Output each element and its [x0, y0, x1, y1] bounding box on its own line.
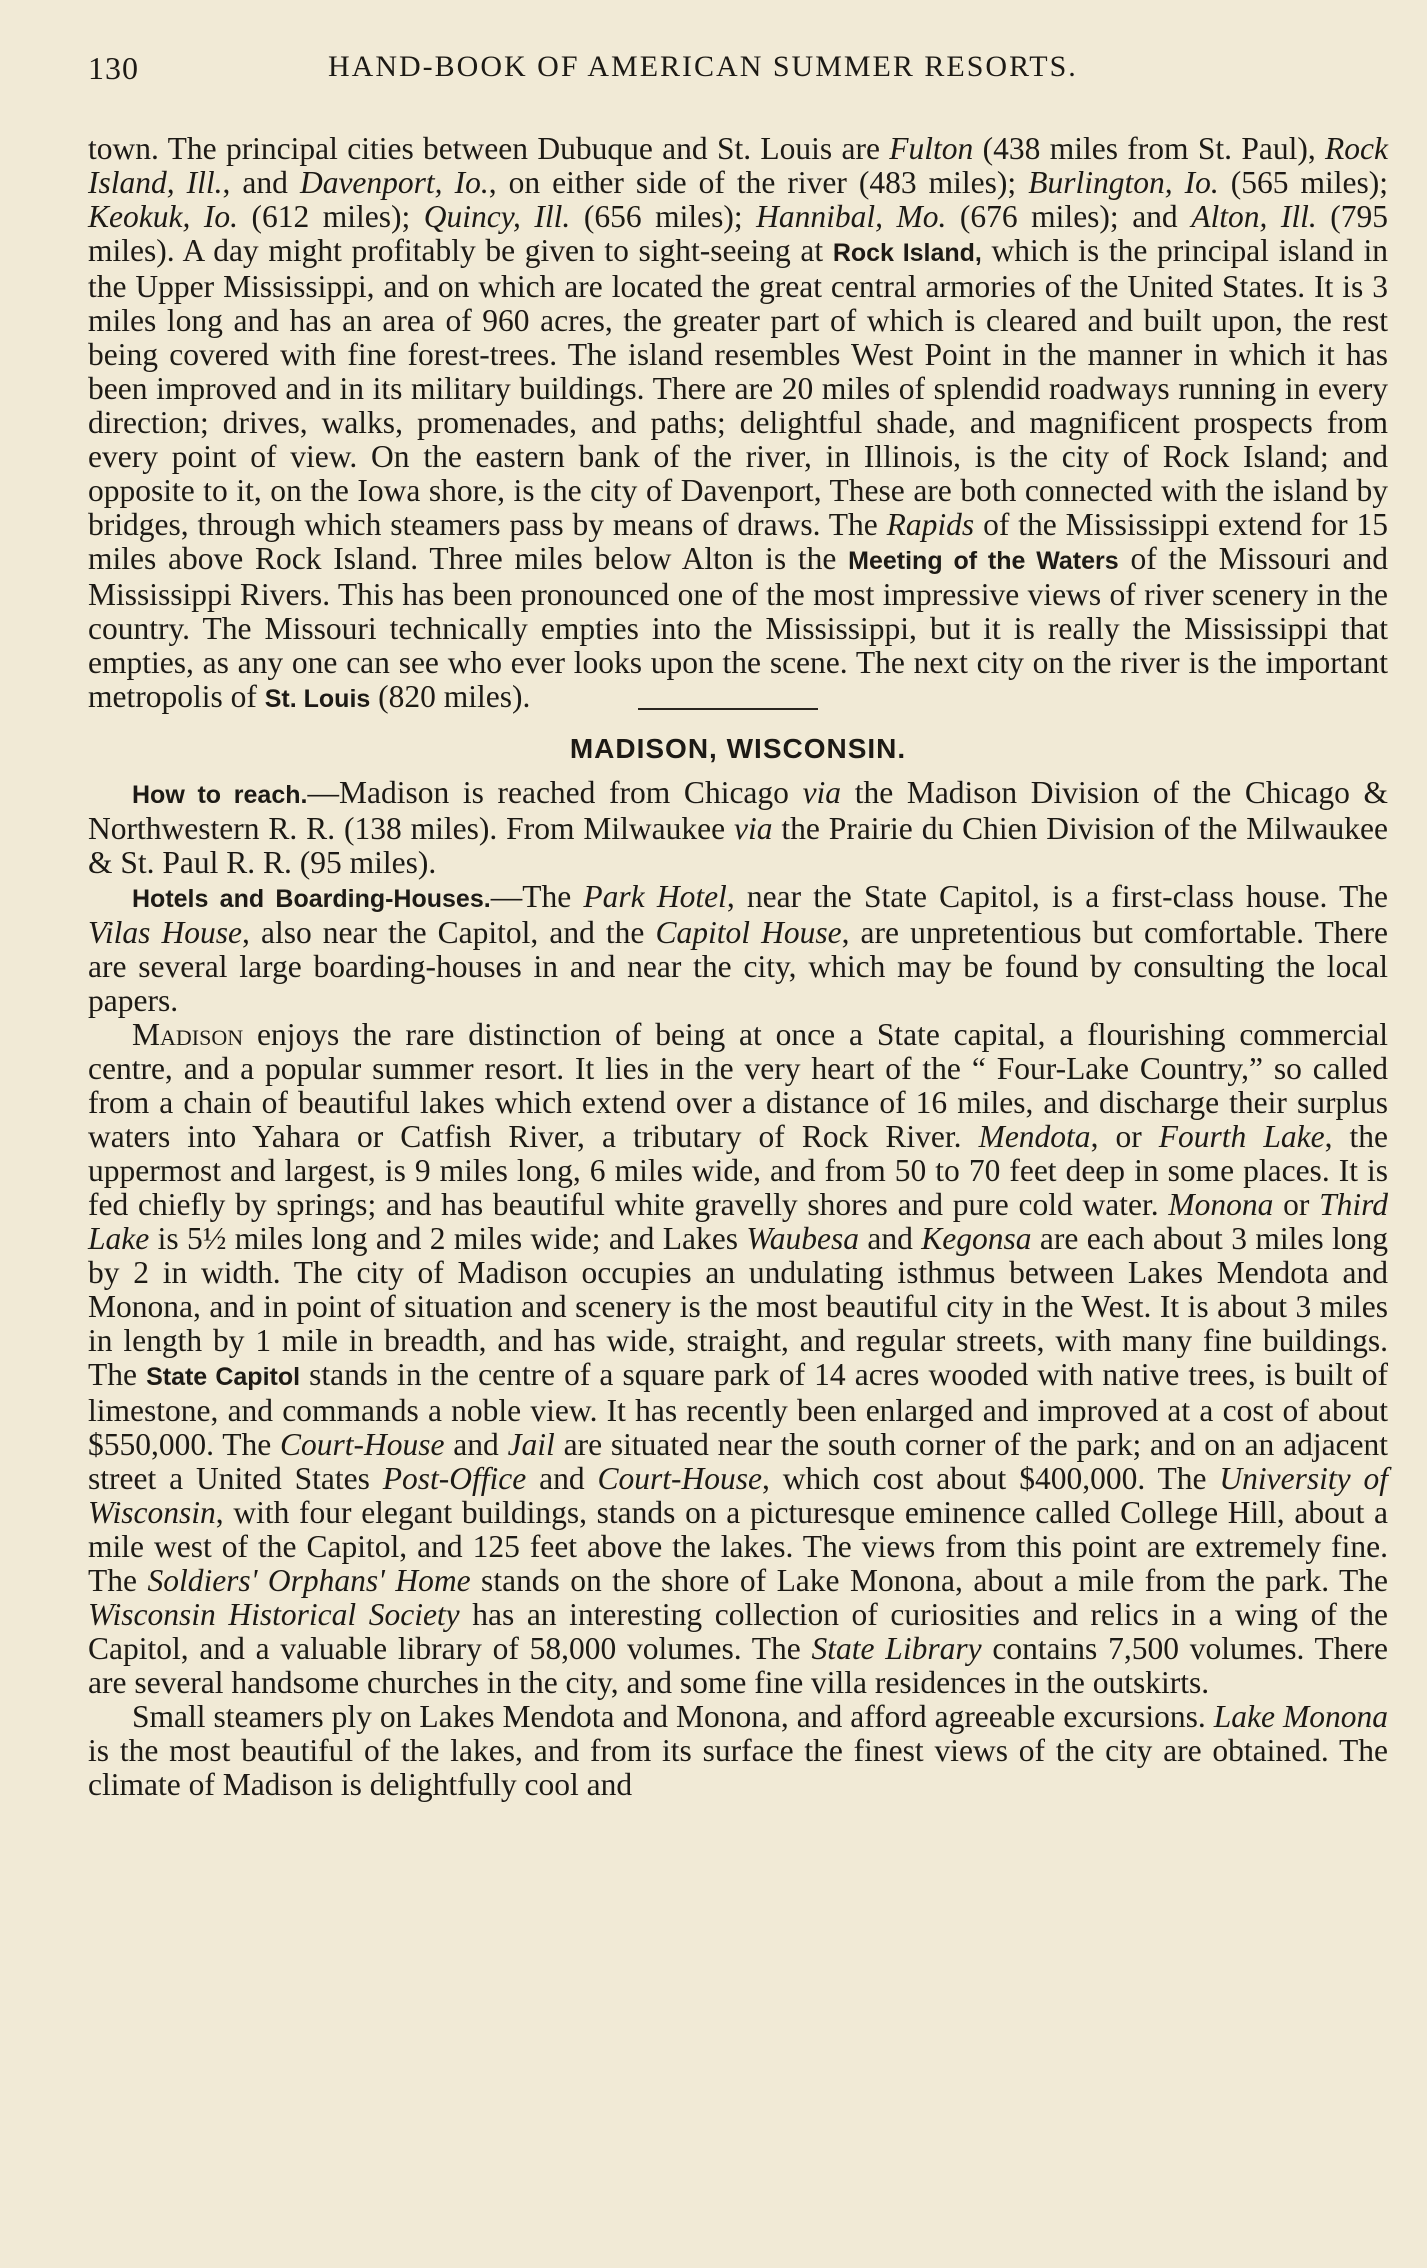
italic-term: Monona: [1168, 1187, 1274, 1222]
paragraph-madison: [88, 1018, 1388, 1700]
text-span: has an interesting collection of curiosities and relics in a wing of the Capitol, and a valuable library of 58,000 volumes. The: [88, 1597, 1388, 1666]
text-span: , are unpretentious but comfortable. There are several large boarding-houses in and near the city, which may be found by consulting the local papers.: [88, 915, 1388, 1018]
italic-term: Court-House: [597, 1461, 763, 1496]
book-page: [88, 44, 1388, 1802]
text-span: , which cost about $400,000. The: [762, 1461, 1220, 1496]
italic-term: Third Lake: [88, 1187, 1388, 1256]
paragraph-river-cities: [88, 132, 1388, 716]
paragraph-how-to-reach: [88, 776, 1388, 880]
runin-heading: How to reach.: [132, 781, 308, 809]
text-span: , the uppermost and largest, is 9 miles long, 6 miles wide, and from 50 to 70 feet deep in some places. It is fed chiefly by springs; and has beautiful white gravelly shores and pure cold water.: [88, 1119, 1389, 1222]
text-span: (795 miles). A day might profitably be given to sight-seeing at: [88, 199, 1388, 268]
text-span: the Madison Division of the Chicago & Northwestern R. R. (138 miles). From Milwaukee: [88, 775, 1388, 846]
text-span: stands in the centre of a square park of 14 acres wooded with native trees, is built of limestone, and commands a noble view. It has recently been enlarged and improved at a cost of about $550,000. The: [88, 1357, 1388, 1462]
text-span: , near the State Capitol, is a first-class house. The: [726, 879, 1389, 914]
text-span: of the Missouri and Mississippi Rivers. This has been pronounced one of the most impressive views of river scenery in the country. The Missouri technically empties into the Mississippi, but it is really the Mississippi that empties, as any one can see who ever looks upon the scene. The next city on the river is the important metropolis of: [88, 541, 1388, 714]
text-span: is 5½ miles long and 2 miles wide; and Lakes: [149, 1221, 747, 1256]
text-span: the Prairie du Chien Division of the Milwaukee & St. Paul R. R. (95 miles).: [88, 811, 1388, 880]
italic-term: Mendota: [978, 1119, 1091, 1154]
bold-term: Rock Island,: [832, 239, 982, 267]
text-span: , on either side of the river (483 miles);: [488, 165, 1029, 200]
text-span: and: [526, 1461, 598, 1496]
italic-term: Post-Office: [382, 1461, 527, 1496]
text-span: of the Mississippi extend for 15 miles above Rock Island. Three miles below Alton is the: [88, 507, 1389, 576]
italic-term: Court-House: [280, 1427, 445, 1462]
small-caps-term: Madison: [132, 1017, 244, 1052]
place-name: Burlington, Io.: [1028, 165, 1219, 200]
text-span: , also near the Capitol, and the: [242, 915, 656, 950]
text-span: are situated near the south corner of the park; and on an adjacent street a United States: [88, 1427, 1389, 1496]
place-name: Fulton: [889, 131, 974, 166]
running-head-title: HAND-BOOK OF AMERICAN SUMMER RESORTS.: [328, 50, 1078, 83]
italic-term: Jail: [507, 1427, 555, 1462]
text-span: (438 miles from St. Paul),: [973, 131, 1326, 166]
text-span: and: [444, 1427, 508, 1462]
text-span: or: [1273, 1187, 1320, 1222]
text-span: —Madison is reached from Chicago: [307, 775, 803, 810]
section-heading: MADISON, WISCONSIN.: [569, 733, 907, 764]
text-span: contains 7,500 volumes. There are several handsome churches in the city, and some fine villa residences in the outskirts.: [88, 1631, 1388, 1700]
text-span: (565 miles);: [1218, 165, 1389, 200]
italic-term: Kegonsa: [921, 1221, 1032, 1256]
italic-term: State Library: [811, 1631, 982, 1666]
running-head: [88, 44, 1388, 92]
place-name: Rock Island, Ill.: [88, 131, 1388, 200]
place-name: Davenport, Io.: [299, 165, 489, 200]
page-number: 130: [88, 50, 139, 86]
text-span: enjoys the rare distinction of being at once a State capital, a flourishing commercial centre, and a popular summer resort. It lies in the very heart of the “ Four-Lake Country,” so called from a chain of beautiful lakes which extend over a distance of 16 miles, and discharge their surplus waters into Yahara or Catfish River, a tributary of Rock River.: [88, 1017, 1388, 1154]
italic-term: Park Hotel: [583, 879, 727, 914]
bold-term: State Capitol: [146, 1363, 301, 1391]
italic-term: Soldiers' Orphans' Home: [147, 1563, 471, 1598]
text-span: —The: [490, 879, 584, 914]
italic-term: Fourth Lake: [1158, 1119, 1325, 1154]
italic-term: Vilas House: [88, 915, 242, 950]
place-name: Quincy, Ill.: [423, 199, 571, 234]
place-name: Hannibal, Mo.: [756, 199, 947, 234]
text-span: , and: [222, 165, 300, 200]
text-span: Small steamers ply on Lakes Mendota and Monona, and afford agreeable excursions.: [132, 1699, 1214, 1734]
text-span: and: [858, 1221, 922, 1256]
body-text: [88, 132, 1388, 1802]
text-span: (612 miles);: [237, 199, 424, 234]
place-name: Alton, Ill.: [1191, 199, 1317, 234]
italic-term: Capitol House: [655, 915, 842, 950]
italic-term: Rapids: [886, 507, 975, 542]
italic-term: Wisconsin Historical Society: [88, 1597, 460, 1632]
italic-term: via: [802, 775, 842, 810]
paragraph-steamers: [88, 1700, 1388, 1802]
text-span: is the most beautiful of the lakes, and from its surface the finest views of the city are obtained. The climate of Madison is delightfully cool and: [88, 1733, 1388, 1802]
italic-term: via: [734, 811, 773, 846]
paragraph-hotels: [88, 880, 1388, 1018]
text-span: are each about 3 miles long by 2 in width. The city of Madison occupies an undulating isthmus between Lakes Mendota and Monona, and in point of situation and scenery is the most beautiful city in the West. It is about 3 miles in length by 1 mile in breadth, and has wide, straight, and regular streets, with many fine buildings. The: [88, 1221, 1388, 1392]
place-name: Keokuk, Io.: [88, 199, 238, 234]
text-span: (820 miles).: [370, 679, 531, 714]
italic-term: University of Wisconsin: [88, 1461, 1389, 1530]
text-span: (656 miles);: [570, 199, 757, 234]
italic-term: Waubesa: [746, 1221, 859, 1256]
text-span: , with four elegant buildings, stands on a picturesque eminence called College Hill, about a mile west of the Capitol, and 125 feet above the lakes. The views from this point are extremely fine. The: [88, 1495, 1388, 1598]
text-span: (676 miles); and: [946, 199, 1192, 234]
section-divider: [638, 708, 818, 710]
bold-term: St. Louis: [264, 685, 371, 713]
text-span: town. The principal cities between Dubuque and St. Louis are: [88, 131, 890, 166]
runin-heading: Hotels and Boarding-Houses.: [132, 885, 491, 913]
bold-term: Meeting of the Waters: [848, 547, 1119, 575]
text-span: , or: [1090, 1119, 1159, 1154]
text-span: which is the principal island in the Upper Mississippi, and on which are located the great central armories of the United States. It is 3 miles long and has an area of 960 acres, the greater part of which is cleared and built upon, the rest being covered with fine forest-trees. The island resembles West Point in the manner in which it has been improved and in its military buildings. There are 20 miles of splendid roadways running in every direction; drives, walks, promenades, and paths; delightful shade, and magnificent prospects from every point of view. On the eastern bank of the river, in Illinois, is the city of Rock Island; and opposite to it, on the Iowa shore, is the city of Davenport, These are both connected with the island by bridges, through which steamers pass by means of draws. The: [88, 233, 1388, 542]
text-span: stands on the shore of Lake Monona, about a mile from the park. The: [470, 1563, 1389, 1598]
italic-term: Lake Monona: [1213, 1699, 1388, 1734]
